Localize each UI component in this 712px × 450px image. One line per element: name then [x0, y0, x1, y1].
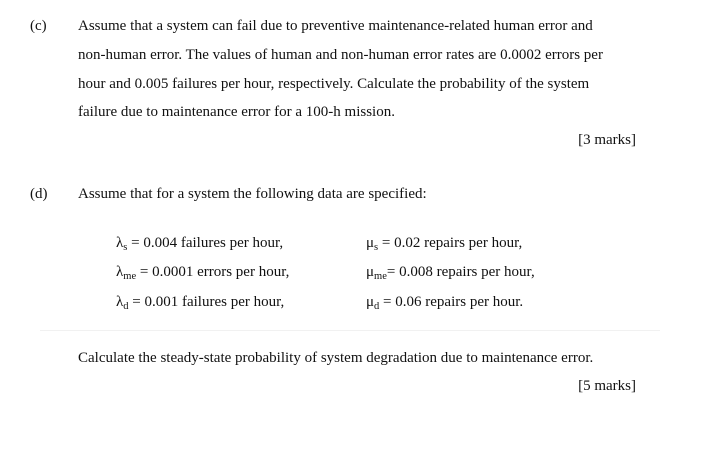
part-c-line-2: non-human error. The values of human and non-human error rates are 0.0002 errors per — [78, 47, 603, 63]
part-d-label: (d) — [30, 186, 48, 202]
part-d-question: Calculate the steady-state probability of system degradation due to maintenance error. — [78, 350, 594, 366]
mu-symbol: μ — [366, 294, 375, 310]
part-c-line-4: failure due to maintenance error for a 100-h mission. — [78, 104, 395, 120]
subscript: s — [374, 242, 379, 253]
param-lambda-me — [116, 264, 289, 281]
lambda-symbol: λ — [116, 264, 124, 280]
subscript: d — [123, 301, 129, 312]
param-text: = 0.008 repairs per hour, — [386, 264, 535, 280]
mu-symbol: μ — [366, 264, 375, 280]
param-mu-me — [366, 264, 535, 281]
param-lambda-s — [116, 235, 283, 252]
param-mu-d — [366, 294, 523, 311]
subscript: me — [374, 271, 387, 282]
lambda-symbol: λ — [116, 294, 124, 310]
param-text: = 0.004 failures per hour, — [127, 235, 284, 251]
part-c-label: (c) — [30, 18, 47, 34]
scan-divider — [40, 330, 660, 331]
subscript: d — [374, 301, 380, 312]
part-c-line-3: hour and 0.005 failures per hour, respectively. Calculate the probability of the system — [78, 76, 590, 92]
part-c-line-1: Assume that a system can fail due to preventive maintenance-related human error and — [78, 18, 593, 34]
param-lambda-d — [116, 294, 284, 311]
param-text: = 0.001 failures per hour, — [128, 294, 285, 310]
part-d-intro: Assume that for a system the following data are specified: — [78, 186, 427, 202]
part-c-marks: [3 marks] — [578, 132, 636, 148]
param-text: = 0.0001 errors per hour, — [136, 264, 290, 280]
subscript: me — [123, 271, 137, 282]
subscript: s — [123, 242, 128, 253]
lambda-symbol: λ — [116, 235, 124, 251]
param-text: = 0.02 repairs per hour, — [378, 235, 523, 251]
param-mu-s — [366, 235, 522, 252]
mu-symbol: μ — [366, 235, 375, 251]
part-d-marks: [5 marks] — [578, 378, 636, 394]
param-text: = 0.06 repairs per hour. — [379, 294, 524, 310]
